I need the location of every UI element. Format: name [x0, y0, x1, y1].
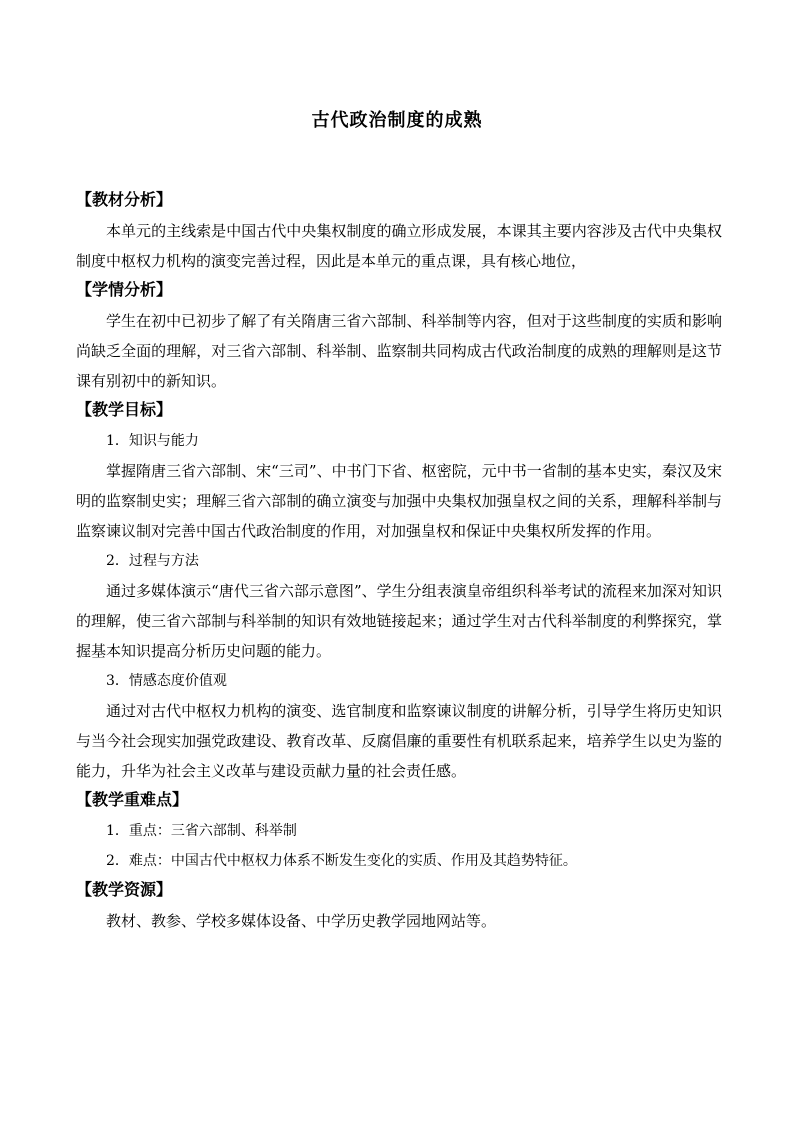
section-goals [76, 396, 722, 786]
goal-values-label: 3．情感态度价值观 [106, 673, 227, 689]
resources-paragraph: 教材、教参、学校多媒体设备、中学历史教学园地网站等。 [106, 912, 497, 930]
goal-knowledge-paragraph: 掌握隋唐三省六部制、宋“三司”、中书门下省、枢密院，元中书一省制的基本史实，秦汉及宋明的监察制史实；理解三省六部制的确立演变与加强中央集权加强皇权之间的关系，理解科举制与监察谏议制对完善中国古代政治制度的作用，对加强皇权和保证中央集权所发挥的作用。 [76, 462, 722, 540]
goal-process-label: 2．过程与方法 [106, 553, 199, 569]
key-point-item: 1．重点：三省六部制、科举制 [106, 823, 297, 839]
section-heading-resources: 【教学资源】 [76, 880, 173, 899]
section-heading-materials: 【教材分析】 [76, 190, 173, 209]
difficult-point-item: 2．难点：中国古代中枢权力体系不断发生变化的实质、作用及其趋势特征。 [106, 853, 577, 869]
document-body [76, 186, 722, 936]
document-title: 古代政治制度的成熟 [311, 110, 483, 131]
section-resources [76, 876, 722, 936]
section-heading-goals: 【教学目标】 [76, 400, 173, 419]
goal-values-paragraph: 通过对古代中枢权力机构的演变、选官制度和监察谏议制度的讲解分析，引导学生将历史知识与当今社会现实加强党政建设、教育改革、反腐倡廉的重要性有机联系起来，培养学生以史为鉴的能力，升华为社会主义改革与建设贡献力量的社会责任感。 [76, 702, 722, 780]
section-materials [76, 186, 722, 276]
section-key-points [76, 786, 722, 876]
section-learners [76, 276, 722, 396]
goal-process-paragraph: 通过多媒体演示“唐代三省六部示意图”、学生分组表演皇帝组织科举考试的流程来加深对知识的理解，使三省六部制与科举制的知识有效地链接起来；通过学生对古代科举制度的利弊探究，掌握基本知识提高分析历史问题的能力。 [76, 582, 722, 660]
materials-paragraph: 本单元的主线索是中国古代中央集权制度的确立形成发展，本课其主要内容涉及古代中央集权制度中枢权力机构的演变完善过程，因此是本单元的重点课，具有核心地位， [76, 222, 722, 270]
learners-paragraph: 学生在初中已初步了解了有关隋唐三省六部制、科举制等内容，但对于这些制度的实质和影响尚缺乏全面的理解，对三省六部制、科举制、监察制共同构成古代政治制度的成熟的理解则是这节课有别初中的新知识。 [76, 312, 722, 390]
section-heading-learners: 【学情分析】 [76, 280, 173, 299]
section-heading-key-points: 【教学重难点】 [76, 790, 189, 809]
goal-knowledge-label: 1．知识与能力 [106, 433, 199, 449]
